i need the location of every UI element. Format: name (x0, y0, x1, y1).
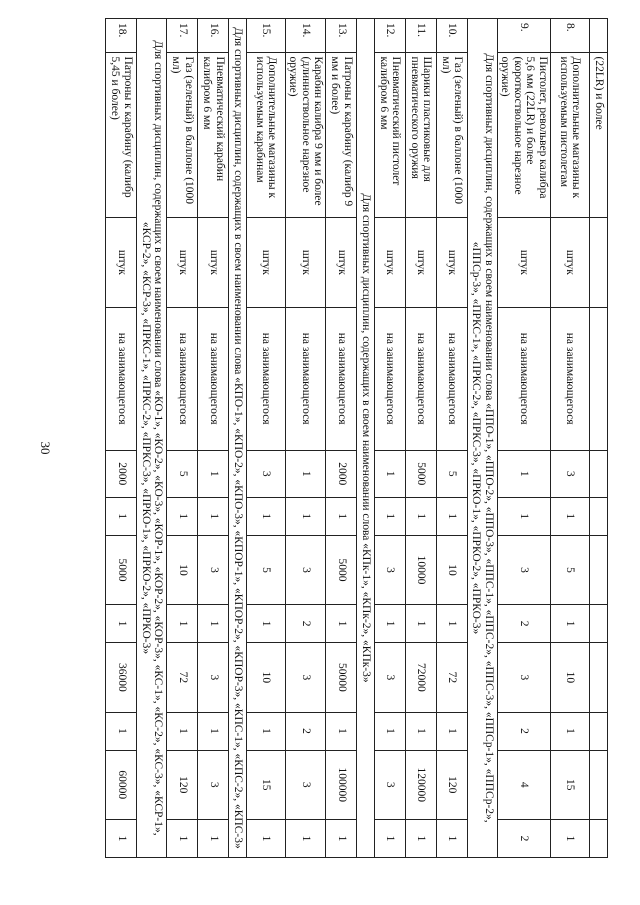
quantity-cell: 10 (247, 643, 286, 712)
quantity-cell: 1 (406, 497, 437, 535)
quantity-cell: 3 (286, 643, 327, 712)
quantity-cell: 120 (167, 750, 198, 819)
quantity-cell: 5 (247, 535, 286, 604)
quantity-cell: 1 (326, 712, 357, 750)
item-name-cell: Газ (зеленый) в баллоне (1000 мл) (167, 52, 198, 218)
quantity-cell: 36000 (106, 643, 137, 712)
quantity-cell: 1 (167, 497, 198, 535)
quantity-cell: 3 (198, 750, 229, 819)
quantity-cell: 72 (167, 643, 198, 712)
quantity-cell: 10 (551, 643, 590, 712)
quantity-cell: 1 (286, 450, 327, 497)
empty-cell (590, 218, 608, 307)
quantity-cell: 5 (437, 450, 468, 497)
quantity-cell: 1 (437, 819, 468, 857)
quantity-cell: 1 (375, 819, 406, 857)
condition-cell: на занимающегося (375, 307, 406, 450)
unit-cell: штук (437, 218, 468, 307)
item-name-cell: Дополнительные магазины к используемым пистолетам (551, 52, 590, 218)
quantity-cell: 1 (406, 819, 437, 857)
quantity-cell: 3 (551, 450, 590, 497)
row-number-cell: 10. (437, 19, 468, 53)
section-header: Для спортивных дисциплин, содержащих в своем наименовании слова «КПк-1», «КПк-2», «КПк-3» (357, 19, 375, 858)
empty-cell (590, 450, 608, 497)
table-row (286, 19, 327, 858)
quantity-cell: 2000 (106, 450, 137, 497)
item-name-cell: (22LR) и более (590, 52, 608, 218)
quantity-cell: 1 (498, 450, 551, 497)
item-name-cell: Патроны к карабину (калибр 5,45 и более) (106, 52, 137, 218)
condition-cell: на занимающегося (167, 307, 198, 450)
item-name-cell: Карабин калибра 9 мм и более (длинноствольное нарезное оружие) (286, 52, 327, 218)
quantity-cell: 120 (437, 750, 468, 819)
item-name-cell: Пневматический пистолет калибром 6 мм (375, 52, 406, 218)
row-number-cell: 11. (406, 19, 437, 53)
quantity-cell: 5000 (106, 535, 137, 604)
quantity-cell: 50000 (326, 643, 357, 712)
row-number-cell: 14. (286, 19, 327, 53)
section-header: Для спортивных дисциплин, содержащих в своем наименовании слова «ППО-1», «ППО-2», «ППО-3», «ППС-1», «ППС-2», «ППС-3», «ППСр-1», «ППСр-2», «ППСр-3», «ПРКС-1», «ПРКС-2», «ПРКС-3», «ПРКО-1», «ПРКО-2», «ПРКО-3» (468, 19, 498, 858)
quantity-cell: 100000 (326, 750, 357, 819)
quantity-cell: 3 (247, 450, 286, 497)
quantity-cell: 72000 (406, 643, 437, 712)
table-row (375, 19, 406, 858)
quantity-cell: 3 (286, 750, 327, 819)
quantity-cell: 1 (551, 712, 590, 750)
quantity-cell: 1 (167, 819, 198, 857)
quantity-cell: 1 (106, 497, 137, 535)
quantity-cell: 1 (106, 819, 137, 857)
section-header-row (137, 19, 167, 858)
section-header: Для спортивных дисциплин, содержащих в своем наименовании слова «КПО-1», «КПО-2», «КПО-3», «КПОР-1», «КПОР-2», «КПОР-3», «КПС-1», «КПС-2», «КПС-3» (229, 19, 247, 858)
quantity-cell: 1 (247, 712, 286, 750)
unit-cell: штук (551, 218, 590, 307)
quantity-cell: 1 (247, 497, 286, 535)
rotated-page (38, 18, 608, 858)
unit-cell: штук (375, 218, 406, 307)
table-row (247, 19, 286, 858)
item-name-cell: Патроны к карабину (калибр 9 мм и более) (326, 52, 357, 218)
unit-cell: штук (498, 218, 551, 307)
quantity-cell: 1 (551, 605, 590, 643)
unit-cell: штук (326, 218, 357, 307)
quantity-cell: 4 (498, 750, 551, 819)
quantity-cell: 1 (326, 497, 357, 535)
quantity-cell: 1 (167, 712, 198, 750)
quantity-cell: 1 (375, 450, 406, 497)
unit-cell: штук (167, 218, 198, 307)
quantity-cell: 1 (551, 497, 590, 535)
quantity-cell: 1 (286, 819, 327, 857)
empty-cell (590, 307, 608, 450)
quantity-cell: 2 (498, 712, 551, 750)
item-name-cell: Пистолет, револьвер калибра 5,6 мм (22LR) и более (короткоствольное нарезное оружие) (498, 52, 551, 218)
quantity-cell: 10000 (406, 535, 437, 604)
section-header-row (357, 19, 375, 858)
condition-cell: на занимающегося (286, 307, 327, 450)
empty-cell (590, 535, 608, 604)
quantity-cell: 1 (286, 497, 327, 535)
row-number-cell (590, 19, 608, 53)
quantity-cell: 1 (198, 819, 229, 857)
quantity-cell: 10 (167, 535, 198, 604)
equipment-table (106, 18, 609, 858)
quantity-cell: 1 (198, 712, 229, 750)
quantity-cell: 15 (247, 750, 286, 819)
quantity-cell: 2000 (326, 450, 357, 497)
quantity-cell: 1 (375, 712, 406, 750)
quantity-cell: 1 (406, 712, 437, 750)
condition-cell: на занимающегося (437, 307, 468, 450)
section-header-row (229, 19, 247, 858)
quantity-cell: 3 (375, 643, 406, 712)
quantity-cell: 1 (198, 605, 229, 643)
quantity-cell: 1 (167, 605, 198, 643)
quantity-cell: 1 (247, 819, 286, 857)
quantity-cell: 5 (167, 450, 198, 497)
quantity-cell: 1 (198, 450, 229, 497)
quantity-cell: 3 (498, 535, 551, 604)
row-number-cell: 16. (198, 19, 229, 53)
quantity-cell: 1 (326, 819, 357, 857)
quantity-cell: 3 (375, 750, 406, 819)
row-number-cell: 13. (326, 19, 357, 53)
quantity-cell: 72 (437, 643, 468, 712)
item-name-cell: Дополнительные магазины к используемым карабинам (247, 52, 286, 218)
table-row (498, 19, 551, 858)
section-header: Для спортивных дисциплин, содержащих в своем наименовании слова «КО-1», «КО-2», «КО-3», «КОР-1», «КОР-2», «КОР-3», «КС-1», «КС-2», «КС-3», «КСР-1», «КСР-2», «КСР-3», «ПРКС-1», «ПРКС-2», «ПРКС-3», «ПРКО-1», «ПРКО-2», «ПРКО-3» (137, 19, 167, 858)
table-row (551, 19, 590, 858)
empty-cell (590, 819, 608, 857)
table-row (326, 19, 357, 858)
quantity-cell: 5000 (326, 535, 357, 604)
page-number: 30 (38, 441, 53, 455)
quantity-cell: 1 (551, 819, 590, 857)
quantity-cell: 1 (247, 605, 286, 643)
empty-cell (590, 605, 608, 643)
quantity-cell: 2 (498, 819, 551, 857)
quantity-cell: 1 (406, 605, 437, 643)
empty-cell (590, 712, 608, 750)
condition-cell: на занимающегося (326, 307, 357, 450)
quantity-cell: 5 (551, 535, 590, 604)
row-number-cell: 15. (247, 19, 286, 53)
row-number-cell: 18. (106, 19, 137, 53)
item-name-cell: Газ (зеленый) в баллоне (1000 мл) (437, 52, 468, 218)
condition-cell: на занимающегося (406, 307, 437, 450)
condition-cell: на занимающегося (198, 307, 229, 450)
quantity-cell: 120000 (406, 750, 437, 819)
quantity-cell: 5000 (406, 450, 437, 497)
quantity-cell: 1 (437, 712, 468, 750)
unit-cell: штук (406, 218, 437, 307)
condition-cell: на занимающегося (106, 307, 137, 450)
table-row (406, 19, 437, 858)
quantity-cell: 3 (498, 643, 551, 712)
item-name-cell: Пневматический карабин калибром 6 мм (198, 52, 229, 218)
quantity-cell: 60000 (106, 750, 137, 819)
row-number-cell: 9. (498, 19, 551, 53)
row-number-cell: 12. (375, 19, 406, 53)
quantity-cell: 3 (198, 535, 229, 604)
table-row (167, 19, 198, 858)
table-row (437, 19, 468, 858)
section-header-row (468, 19, 498, 858)
quantity-cell: 1 (498, 497, 551, 535)
unit-cell: штук (286, 218, 327, 307)
unit-cell: штук (106, 218, 137, 307)
quantity-cell: 1 (106, 605, 137, 643)
quantity-cell: 1 (375, 497, 406, 535)
quantity-cell: 1 (198, 497, 229, 535)
row-number-cell: 17. (167, 19, 198, 53)
table-row-continued (590, 19, 608, 858)
quantity-cell: 1 (106, 712, 137, 750)
table-row (198, 19, 229, 858)
empty-cell (590, 497, 608, 535)
item-name-cell: Шарики пластиковые для пневматического оружия (406, 52, 437, 218)
quantity-cell: 10 (437, 535, 468, 604)
quantity-cell: 3 (198, 643, 229, 712)
table-row (106, 19, 137, 858)
quantity-cell: 1 (375, 605, 406, 643)
quantity-cell: 3 (375, 535, 406, 604)
quantity-cell: 2 (286, 605, 327, 643)
quantity-cell: 2 (498, 605, 551, 643)
unit-cell: штук (198, 218, 229, 307)
quantity-cell: 15 (551, 750, 590, 819)
quantity-cell: 1 (437, 605, 468, 643)
quantity-cell: 3 (286, 535, 327, 604)
quantity-cell: 1 (437, 497, 468, 535)
condition-cell: на занимающегося (551, 307, 590, 450)
condition-cell: на занимающегося (498, 307, 551, 450)
row-number-cell: 8. (551, 19, 590, 53)
unit-cell: штук (247, 218, 286, 307)
empty-cell (590, 750, 608, 819)
empty-cell (590, 643, 608, 712)
quantity-cell: 1 (326, 605, 357, 643)
quantity-cell: 2 (286, 712, 327, 750)
condition-cell: на занимающегося (247, 307, 286, 450)
